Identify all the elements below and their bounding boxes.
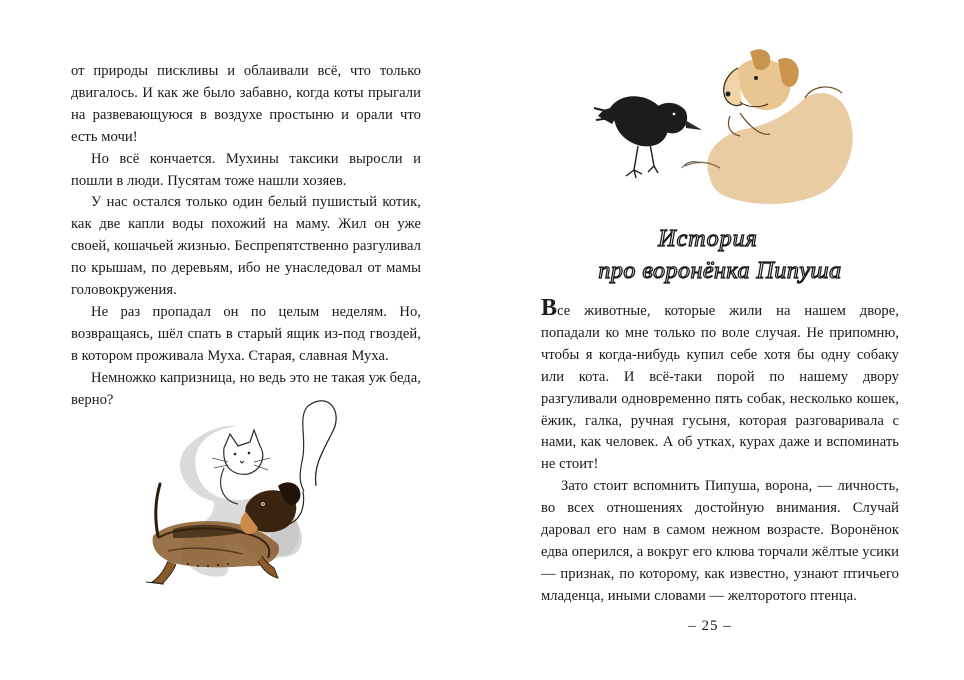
right-paragraph-1	[541, 295, 899, 476]
page-number: – 25 –	[688, 618, 732, 634]
chapter-title	[560, 218, 880, 288]
left-paragraph-3: У нас остался только один белый пушистый котик, как две капли воды похожий на маму. Жил он уже своей, кошачьей жизнью. Беспрепятственно разгуливал по крышам, по деревьям, ибо не унаследовал от мамы головокружения.	[71, 194, 421, 299]
crow-and-dog-illustration	[590, 38, 875, 210]
right-paragraph-1-text: се животные, которые жили на нашем дворе, попадали ко мне только по воле случая. Не припомню, чтобы я когда-нибудь купил себе хотя бы одну собаку или кота. И всё-таки порой по нашему двору разгуливали одновременно пять собак, несколько кошек, ёжик, галка, ручная гусыня, которая разговаривала с нами, как человек. А об утках, курах даже и вспоминать не стоит!	[541, 303, 899, 473]
right-paragraph-2: Зато стоит вспомнить Пипуша, ворона, — личность, во всех отношениях достойную внимания. Случай даровал его нам в самом нежном возрасте. Воронёнок едва оперился, а вокруг его клюва торчали жёлтые усики — признак, по которому, как известно, узнают птичьего младенца, иными словами — желторотого птенца.	[541, 478, 899, 604]
left-paragraph-4: Не раз пропадал он по целым неделям. Но, возвращаясь, шёл спать в старый ящик из-под гвоздей, в котором проживала Муха. Старая, славная Муха.	[71, 303, 421, 364]
cat-and-dachshund-illustration	[128, 386, 358, 596]
left-paragraph-5: Немножко капризница, но ведь это не такая уж беда, верно?	[71, 369, 421, 408]
chapter-title-line-1: История	[658, 226, 758, 252]
right-page-text	[541, 295, 899, 608]
drop-cap: В	[541, 295, 558, 321]
left-paragraph-2: Но всё кончается. Мухины таксики выросли и пошли в люди. Пусятам тоже нашли хозяев.	[71, 150, 421, 189]
left-page-text	[71, 61, 421, 412]
chapter-title-line-2: про воронёнка Пипуша	[598, 258, 842, 284]
left-paragraph-1: от природы пискливы и облаивали всё, что только двигалось. И как же было забавно, когда коты прыгали на развевающуюся в воздухе простыню и орали что есть мочи!	[71, 63, 421, 145]
